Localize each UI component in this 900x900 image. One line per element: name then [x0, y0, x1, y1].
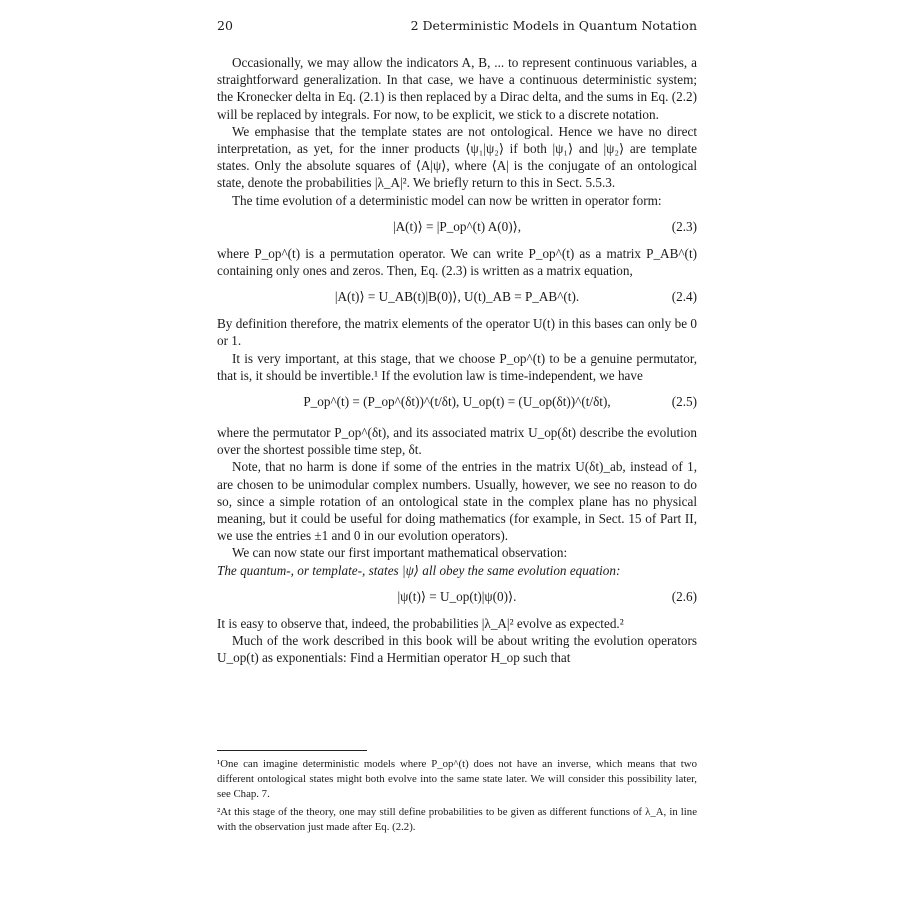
footnote-2: ²At this stage of the theory, one may still define probabilities to be given as different functions of λ_A, in line with the observation just made after Eq. (2.2). — [217, 806, 697, 833]
equation-number: (2.4) — [671, 289, 697, 305]
paragraph: It is very important, at this stage, that we choose P_op^(t) to be a genuine permutator, that is, it should be invertible.¹ If the evolution law is time-independent, we have — [217, 350, 697, 383]
body-text — [217, 54, 697, 666]
paragraph: We can now state our first important mathematical observation: — [232, 545, 568, 561]
paragraph: Note, that no harm is done if some of the entries in the matrix U(δt)_ab, instead of 1, are chosen to be unimodular complex numbers. Usually, however, we see no reason to do so, since a simple rotation of an ontological state in the complex plane has no physical meaning, but it could be useful for doing mathematics (for example, in Sect. 15 of Part II, we use the entries ±1 and 0 in our evolution operators). — [217, 459, 697, 544]
equation-2-4 — [217, 285, 697, 309]
paragraph: We emphasise that the template states are not ontological. Hence we have no direct interpretation, as yet, for the inner products ⟨ψ₁|ψ₂⟩ if both |ψ₁⟩ and |ψ₂⟩ are template states. Only the absolute squares of ⟨A|ψ⟩, where ⟨A| is the conjugate of an ontological state, denote the probabilities |λ_A|². We briefly return to this in Sect. 5.5.3. — [217, 123, 697, 191]
equation-body: |ψ(t)⟩ = U_op(t)|ψ(0)⟩. — [397, 588, 517, 604]
italic-statement: The quantum-, or template-, states |ψ⟩ all obey the same evolution equation: — [217, 562, 621, 578]
equation-2-5 — [217, 390, 697, 418]
paragraph: where the permutator P_op^(δt), and its associated matrix U_op(δt) describe the evolution over the shortest possible time step, δt. — [217, 425, 697, 458]
equation-2-3 — [217, 215, 697, 239]
equation-number: (2.3) — [671, 218, 697, 234]
footnotes — [217, 757, 697, 838]
paragraph: The time evolution of a deterministic model can now be written in operator form: — [232, 192, 662, 208]
footnote-rule — [217, 750, 367, 751]
paragraph: Occasionally, we may allow the indicators A, B, ... to represent continuous variables, a straightforward generalization. In that case, we have a continuous deterministic system; the Kronecker delta in Eq. (2.1) is then replaced by a Dirac delta, and the sums in Eq. (2.2) will be replaced by integrals. For now, to be explicit, we stick to a discrete notation. — [217, 55, 697, 122]
paragraph: where P_op^(t) is a permutation operator. We can write P_op^(t) as a matrix P_AB^(t) containing only ones and zeros. Then, Eq. (2.3) is written as a matrix equation, — [217, 245, 697, 279]
paragraph: It is easy to observe that, indeed, the probabilities |λ_A|² evolve as expected.² — [217, 615, 624, 631]
equation-number: (2.5) — [671, 394, 697, 410]
paragraph: Much of the work described in this book will be about writing the evolution operators U_op(t) as exponentials: Find a Hermitian operator H_op such that — [217, 633, 697, 666]
paragraph: By definition therefore, the matrix elements of the operator U(t) in this bases can only be 0 or 1. — [217, 316, 697, 349]
running-title: 2 Deterministic Models in Quantum Notation — [410, 18, 697, 33]
equation-body: P_op^(t) = (P_op^(δt))^(t/δt), U_op(t) = (U_op(δt))^(t/δt), — [303, 394, 611, 410]
equation-body: |A(t)⟩ = U_AB(t)|B(0)⟩, U(t)_AB = P_AB^(t). — [334, 289, 580, 305]
equation-number: (2.6) — [671, 588, 697, 604]
equation-2-6 — [217, 585, 697, 609]
theorem-statement — [217, 562, 697, 579]
footnote-1: ¹One can imagine deterministic models where P_op^(t) does not have an inverse, which means that two different ontological states might both evolve into the same state later. We will consider this possibility later, see Chap. 7. — [217, 758, 697, 800]
page-number: 20 — [217, 18, 233, 33]
equation-body: |A(t)⟩ = |P_op^(t) A(0)⟩, — [392, 218, 522, 234]
